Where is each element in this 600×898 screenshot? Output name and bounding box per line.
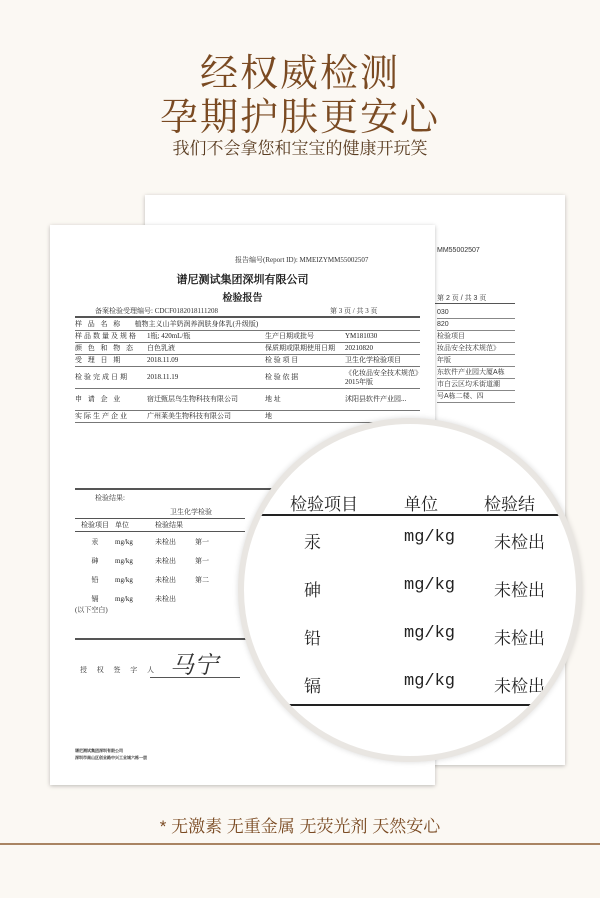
info-cell: 受 理 日 期 [75, 356, 123, 364]
back-row: 市白云区均禾街道潮 [437, 379, 515, 391]
back-row: 820 [437, 319, 515, 331]
results-cell: 砷 [91, 556, 99, 565]
results-cell: 第一 [195, 537, 209, 546]
back-row: 东软件产业园大厦A栋 [437, 367, 515, 379]
info-cell: 1瓶; 420mL/瓶 [147, 332, 191, 340]
results-table [75, 518, 245, 608]
results-cell: 汞 [91, 537, 99, 546]
back-row: 030 [437, 307, 515, 319]
info-row [75, 331, 420, 343]
results-header: 检验项目 [81, 521, 109, 529]
results-cell: 未检出 [155, 594, 176, 603]
results-cell: 第二 [195, 575, 209, 584]
results-cell: mg/kg [115, 575, 133, 584]
info-cell: 2018.11.09 [147, 356, 179, 364]
info-cell: 卫生化学检验项目 [345, 356, 401, 364]
results-cell: 镉 [91, 594, 99, 603]
info-cell: 样品数量及规格 [75, 332, 138, 340]
headline-2: 孕期护肤更安心 [159, 97, 440, 139]
signature: 马宁 [170, 653, 218, 679]
info-row [75, 343, 420, 355]
mag-cell: 汞 [304, 533, 321, 552]
blank-note: (以下空白) [75, 606, 108, 614]
headline-1: 经权威检测 [199, 53, 400, 95]
report-id: MMEIZYMM55002507 [299, 256, 369, 264]
info-cell: 生产日期或批号 [265, 332, 314, 340]
mag-header-item: 检验项目 [290, 495, 358, 514]
info-cell: 申 请 企 业 [75, 395, 123, 403]
report-id: MM55002507 [437, 247, 480, 254]
back-row: 妆品安全技术规范》 [437, 343, 515, 355]
back-row: 检验项目 [437, 331, 515, 343]
info-cell: YM181030 [345, 332, 378, 340]
info-cell: 保质期或限期使用日期 [265, 344, 335, 352]
mag-cell: 未检出 [494, 677, 545, 696]
results-header-row [75, 518, 245, 532]
signer-label: 授 权 签 字 人 [80, 666, 158, 674]
tagline: * 无激素 无重金属 无荧光剂 天然安心 [159, 817, 441, 836]
company-name: 谱尼测试集团深圳有限公司 [176, 274, 309, 286]
mag-header-result: 检验结 [484, 495, 535, 514]
results-cell: 未检出 [155, 537, 176, 546]
info-cell: 颜 色 和 物 态 [75, 344, 135, 352]
info-cell: 检 验 项 目 [265, 356, 299, 364]
info-cell: 检 验 依 据 [265, 373, 299, 381]
results-header: 单位 [115, 521, 129, 529]
results-row [75, 551, 245, 570]
info-cell: 沭阳县软件产业园... [345, 395, 407, 403]
info-cell: 地 [265, 412, 272, 420]
results-caption: 卫生化学检验 [170, 508, 212, 516]
mag-cell: 铅 [304, 629, 321, 648]
mag-cell: 未检出 [494, 533, 545, 552]
info-cell: 20210820 [345, 344, 373, 352]
results-label: 检验结果: [95, 494, 125, 502]
footer-line: 深圳市南山区创业路中兴工业城六栋一层 [75, 755, 147, 760]
subtitle: 我们不会拿您和宝宝的健康开玩笑 [172, 139, 428, 158]
info-row [75, 411, 420, 423]
results-cell: 未检出 [155, 556, 176, 565]
info-cell: 宿迁甄层鸟生物科技有限公司 [147, 395, 238, 403]
info-cell: 样 品 名 称 [75, 320, 123, 328]
results-row [75, 532, 245, 551]
results-cell: mg/kg [115, 594, 133, 603]
results-cell: 第一 [195, 556, 209, 565]
mag-header-unit: 单位 [404, 495, 438, 514]
mag-cell: 镉 [304, 677, 321, 696]
results-cell: mg/kg [115, 556, 133, 565]
mag-cell: 未检出 [494, 629, 545, 648]
mag-cell: mg/kg [404, 576, 456, 595]
footer-line: 谱尼测试集团深圳有限公司 [75, 748, 123, 753]
back-row: 年版 [437, 355, 515, 367]
page-number: 第 2 页 / 共 3 页 [437, 295, 487, 302]
info-cell: 白色乳液 [147, 344, 175, 352]
info-cell: 实际生产企业 [75, 412, 129, 420]
magnifier-circle [238, 418, 582, 762]
page-number: 第 3 页 / 共 3 页 [330, 307, 378, 315]
results-row [75, 570, 245, 589]
mag-cell: mg/kg [404, 624, 456, 643]
divider [0, 843, 600, 845]
back-row: 号A栋二楼、四 [437, 391, 515, 403]
mag-cell: 未检出 [494, 581, 545, 600]
mag-cell: mg/kg [404, 528, 456, 547]
mag-cell: mg/kg [404, 672, 456, 691]
info-row [75, 319, 420, 331]
info-cell: 植物主义山羊奶润养润肤身体乳(升级版) [134, 320, 259, 328]
sample-info-table [75, 319, 420, 423]
info-cell: 地 址 [265, 395, 281, 403]
results-cell: 铅 [91, 575, 99, 584]
info-cell: 广州莱美生物科技有限公司 [147, 412, 231, 420]
results-cell: 未检出 [155, 575, 176, 584]
results-header: 检验结果 [155, 521, 183, 529]
info-row [75, 389, 420, 411]
report-id-label: 报告编号(Report ID): [235, 256, 298, 264]
record-number: 备案检验受理编号: CDCF0182018111208 [95, 307, 218, 315]
results-cell: mg/kg [115, 537, 133, 546]
info-cell: 检验完成日期 [75, 373, 129, 381]
info-cell: 《化妆品安全技术规范》2015年版 [345, 368, 419, 386]
mag-cell: 砷 [304, 581, 321, 600]
info-row [75, 355, 420, 367]
doc-title: 检验报告 [222, 293, 263, 304]
info-row [75, 367, 420, 389]
info-cell: 2018.11.19 [147, 373, 179, 381]
